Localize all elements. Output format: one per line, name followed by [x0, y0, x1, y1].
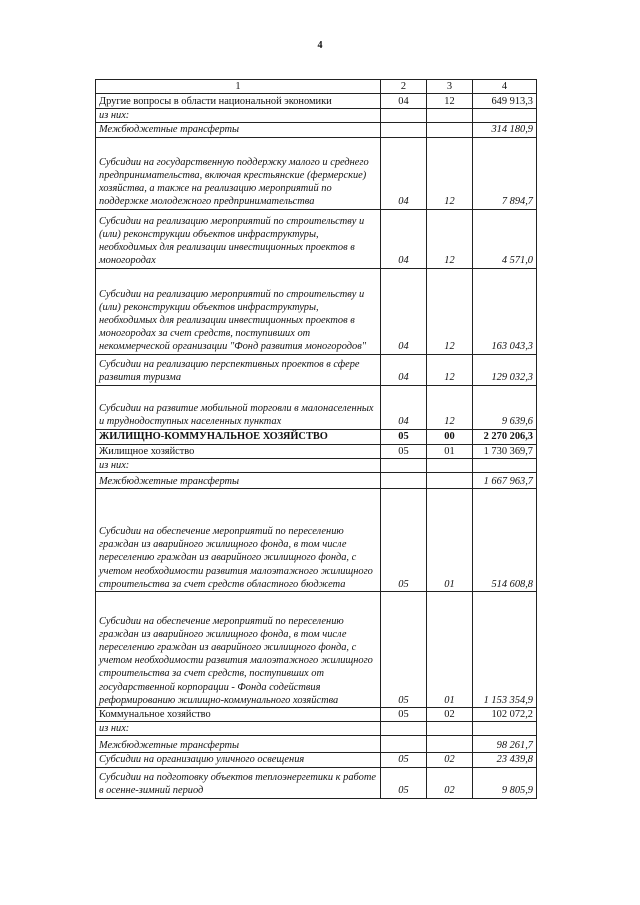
row-subsection-code: 12: [427, 209, 473, 268]
row-subsection-code: 12: [427, 385, 473, 429]
header-col-4: 4: [473, 80, 537, 94]
header-col-1: 1: [96, 80, 381, 94]
table-row: [96, 458, 537, 472]
row-name: Субсидии на государственную поддержку малого и среднего предпринимательства, включая крестьянские (фермерские) хозяйства, а также на реализацию мероприятий по поддержке молодежного предпринимательства: [96, 137, 381, 209]
row-subsection-code: 00: [427, 429, 473, 444]
row-name: из них:: [96, 458, 381, 472]
table-row: [96, 354, 537, 385]
row-amount: 7 894,7: [473, 137, 537, 209]
row-subsection-code: 02: [427, 767, 473, 798]
row-amount: 98 261,7: [473, 736, 537, 753]
row-section-code: 04: [381, 94, 427, 109]
row-section-code: 05: [381, 489, 427, 592]
row-subsection-code: [427, 123, 473, 137]
row-amount: 1 667 963,7: [473, 473, 537, 489]
row-name: Коммунальное хозяйство: [96, 708, 381, 722]
row-amount: 2 270 206,3: [473, 429, 537, 444]
row-amount: 9 805,9: [473, 767, 537, 798]
row-subsection-code: 02: [427, 753, 473, 767]
row-section-code: [381, 123, 427, 137]
row-subsection-code: 02: [427, 708, 473, 722]
budget-table: [95, 79, 537, 799]
row-subsection-code: 12: [427, 137, 473, 209]
row-amount: 129 032,3: [473, 354, 537, 385]
row-name: Субсидии на обеспечение мероприятий по переселению граждан из аварийного жилищного фонда, в том числе переселению граждан из аварийного жилищного фонда, с учетом необходимости развития малоэтажного жилищного строительства за счет средств, поступивших от государственной корпорации - Фонда содействия реформированию жилищно-коммунального хозяйства: [96, 592, 381, 708]
row-name: Межбюджетные трансферты: [96, 123, 381, 137]
row-amount: 649 913,3: [473, 94, 537, 109]
row-section-code: 04: [381, 137, 427, 209]
row-name: Субсидии на реализацию мероприятий по строительству и (или) реконструкции объектов инфраструктуры, необходимых для реализации инвестиционных проектов в моногородах: [96, 209, 381, 268]
row-section-code: [381, 473, 427, 489]
table-row: [96, 109, 537, 123]
table-row: [96, 767, 537, 798]
table-header-row: [96, 80, 537, 94]
header-col-3: 3: [427, 80, 473, 94]
row-name: из них:: [96, 109, 381, 123]
row-subsection-code: 12: [427, 268, 473, 354]
row-subsection-code: [427, 458, 473, 472]
row-amount: 4 571,0: [473, 209, 537, 268]
table-row: [96, 489, 537, 592]
row-section-code: 05: [381, 767, 427, 798]
row-section-code: 04: [381, 354, 427, 385]
row-subsection-code: 12: [427, 354, 473, 385]
table-row: [96, 137, 537, 209]
table-row: [96, 592, 537, 708]
row-section-code: 05: [381, 753, 427, 767]
table-row: [96, 708, 537, 722]
row-section-code: 05: [381, 444, 427, 458]
row-section-code: 04: [381, 268, 427, 354]
table-row: [96, 429, 537, 444]
row-amount: 1 153 354,9: [473, 592, 537, 708]
row-subsection-code: [427, 722, 473, 736]
row-subsection-code: 01: [427, 489, 473, 592]
row-amount: [473, 458, 537, 472]
table-row: [96, 722, 537, 736]
row-amount: 314 180,9: [473, 123, 537, 137]
row-name: Субсидии на подготовку объектов теплоэнергетики к работе в осенне-зимний период: [96, 767, 381, 798]
table-body: [96, 80, 537, 799]
row-section-code: [381, 458, 427, 472]
row-name: Другие вопросы в области национальной экономики: [96, 94, 381, 109]
row-name: ЖИЛИЩНО-КОММУНАЛЬНОЕ ХОЗЯЙСТВО: [96, 429, 381, 444]
row-section-code: [381, 722, 427, 736]
row-name: Субсидии на реализацию мероприятий по строительству и (или) реконструкции объектов инфраструктуры, необходимых для реализации инвестиционных проектов в моногородах за счет средств, поступивших от некоммерческой организации "Фонд развития моногородов": [96, 268, 381, 354]
row-name: Субсидии на реализацию перспективных проектов в сфере развития туризма: [96, 354, 381, 385]
row-amount: 23 439,8: [473, 753, 537, 767]
table-row: [96, 385, 537, 429]
row-subsection-code: 01: [427, 444, 473, 458]
table-row: [96, 473, 537, 489]
row-amount: [473, 109, 537, 123]
row-section-code: [381, 736, 427, 753]
row-section-code: 05: [381, 592, 427, 708]
row-name: из них:: [96, 722, 381, 736]
row-subsection-code: [427, 736, 473, 753]
table-row: [96, 753, 537, 767]
row-subsection-code: 12: [427, 94, 473, 109]
table-row: [96, 444, 537, 458]
row-subsection-code: [427, 473, 473, 489]
row-name: Субсидии на организацию уличного освещения: [96, 753, 381, 767]
row-name: Межбюджетные трансферты: [96, 473, 381, 489]
table-row: [96, 123, 537, 137]
row-section-code: [381, 109, 427, 123]
row-subsection-code: 01: [427, 592, 473, 708]
row-section-code: 04: [381, 209, 427, 268]
header-col-2: 2: [381, 80, 427, 94]
row-name: Жилищное хозяйство: [96, 444, 381, 458]
row-amount: 1 730 369,7: [473, 444, 537, 458]
row-amount: 9 639,6: [473, 385, 537, 429]
row-name: Субсидии на развитие мобильной торговли в малонаселенных и труднодоступных населенных пунктах: [96, 385, 381, 429]
page-number: 4: [317, 40, 323, 51]
row-name: Субсидии на обеспечение мероприятий по переселению граждан из аварийного жилищного фонда, в том числе переселению граждан из аварийного жилищного фонда, с учетом необходимости развития малоэтажного жилищного строительства за счет средств областного бюджета: [96, 489, 381, 592]
table-row: [96, 94, 537, 109]
row-section-code: 04: [381, 385, 427, 429]
row-name: Межбюджетные трансферты: [96, 736, 381, 753]
row-section-code: 05: [381, 708, 427, 722]
row-amount: 163 043,3: [473, 268, 537, 354]
row-section-code: 05: [381, 429, 427, 444]
row-amount: 514 608,8: [473, 489, 537, 592]
row-subsection-code: [427, 109, 473, 123]
table-row: [96, 209, 537, 268]
table-row: [96, 268, 537, 354]
table-row: [96, 736, 537, 753]
row-amount: [473, 722, 537, 736]
row-amount: 102 072,2: [473, 708, 537, 722]
